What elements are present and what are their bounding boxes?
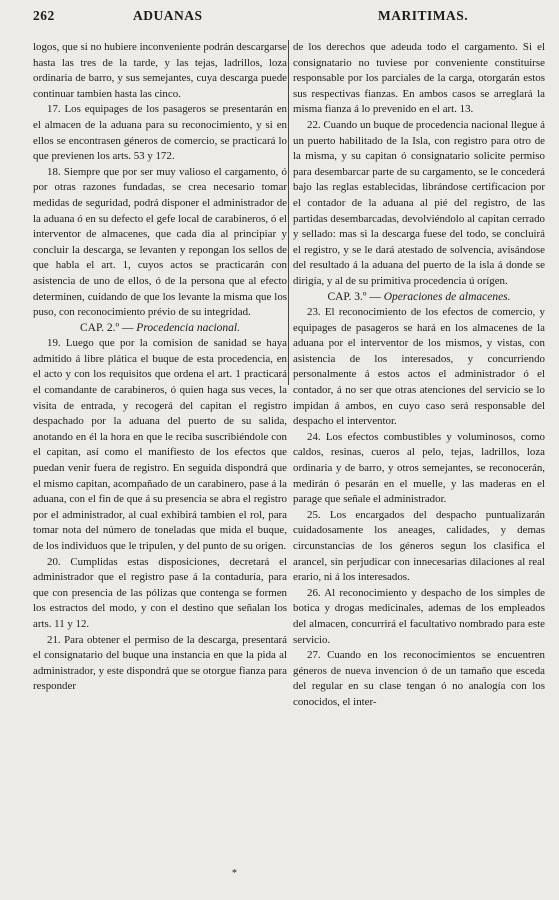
chapter-heading-2 [33, 321, 287, 337]
paragraph: 27. Cuando en los reconocimientos se encuentren géneros de nueva invencion ó de un tamaño que esceda del regular en su clase tengan ó no analogía con los conocidos, el inter- [293, 649, 545, 708]
paragraph: 22. Cuando un buque de procedencia nacional llegue á un puerto habilitado de la Isla, con registro para otro de la misma, y su capitan ó consignatario solicite permiso para desembarcar parte de su cargamento, se le concederá bajo las reglas establecidas, librándose certificacion por el contador de la aduana al pié del registro, de las partidas desembarcadas, devolviéndolo al capitan cerrado y sellado: mas si la descarga fuese del todo, se concluirá el registro, y se le dará atestado de solvencia, avisándose del resultado á la aduana del puerto de la isla á donde se dirigía, y al de su primitiva procedencia ú orígen. [293, 118, 545, 287]
paragraph: 19. Luego que por la comision de sanidad se haya admitido á libre plática el buque de esta procedencia, en el acto y con los requisitos que ordena el art. 1 practicará el comandante de carabineros, ó quien haga sus veces, la visita de entrada, y recogerá del capitan el registro despachado por la aduana del puerto de su salida, anotando en él la hora en que le reciba suscribiéndole con el capitan, así como el manifiesto de los efectos que puedan venir fuera de registro. En seguida dispondrá que el mismo capitan, acompañado de un carabinero, pase á la aduana, con el fin de que á su presencia se abra el registro por el administrador, al cual exhibirá tambien el rol, para tomar nota del número de toneladas que mida el buque, de los individuos que le tripulen, y del punto de su origen. [33, 337, 287, 552]
left-column [33, 40, 287, 695]
paragraph: 25. Los encargados del despacho puntualizarán cuidadosamente los aneages, calidades, y demas circunstancias de los géneros segun los clasifica el arancel, sin perjudicar con innecesarias dilaciones al real erario, ni á los interesados. [293, 508, 545, 584]
footer-mark: * [232, 868, 237, 879]
chapter-heading-3 [293, 290, 545, 306]
chapter-number: CAP. 2.º — [80, 321, 134, 334]
chapter-number: CAP. 3.º — [327, 290, 381, 303]
chapter-title: Operaciones de almacenes. [383, 290, 511, 303]
paragraph: 24. Los efectos combustibles y voluminosos, como caldos, resinas, cueros al pelo, tejas, ladrillos, loza ordinaria y de barro, y otros semejantes, se reconocerán, medirán ó pesarán en el muelle, y las maderas en el parage que señale el administrador. [293, 430, 545, 506]
page-header [33, 8, 543, 28]
paragraph: 26. Al reconocimiento y despacho de los simples de botica y drogas medicinales, ademas de los empleados del almacen, concurrirá el facultativo nombrado para este servicio. [293, 586, 545, 646]
running-title-left: ADUANAS [133, 8, 203, 23]
page-number: 262 [33, 8, 55, 23]
paragraph: 20. Cumplidas estas disposiciones, decretará el administrador que el registro pase á la contaduría, para que con presencia de las pólizas que contenga se formen los estractos del modo, y con el destino que señalan los arts. 11 y 12. [33, 555, 287, 630]
paragraph: 17. Los equipages de los pasageros se presentarán en el almacen de la aduana para su reconocimiento, y si en ellos se encontrasen géneros de comercio, se practicará lo que previenen los arts. 53 y 172. [33, 103, 287, 163]
paragraph: de los derechos que adeuda todo el cargamento. Si el consignatario no tuviese por conveniente constituirse responsable por los parciales de la carga, otorgarán estos sus respectivas fianzas. En ambos casos se arreglará la misma fianza á lo prevenido en el art. 13. [293, 41, 545, 116]
chapter-title: Procedencia nacional. [136, 321, 240, 334]
paragraph: 21. Para obtener el permiso de la descarga, presentará el consignatario del buque una instancia en que la pida al administrador, y este dispondrá que se otorgue fianza para responder [33, 633, 287, 693]
running-title-right: MARITIMAS. [378, 8, 469, 23]
paragraph: 23. El reconocimiento de los efectos de comercio, y equipages de pasageros se hará en los almacenes de la aduana por el interventor de los mismos, y vistas, con asistencia de los interesados, y concurriendo personalmente á estos actos el administrador ó el contador, á no ser que otras atenciones del servicio se lo impidan á ambos, en cuyo caso será responsable del despacho el interventor. [293, 306, 545, 428]
right-column [293, 40, 545, 711]
paragraph: logos, que si no hubiere inconveniente podrán descargarse hasta las tres de la tarde, y las tejas, ladrillos, loza ordinaria de barro, y sus semejantes, cuya descarga puede continuar tambien hasta las cinco. [33, 41, 287, 100]
paragraph: 18. Siempre que por ser muy valioso el cargamento, ó por otras razones fundadas, se crea necesario tomar medidas de seguridad, podrá disponer el administrador de la aduana ó en su defecto el gefe local de carabineros, ó el interventor de almacenes, que cada dia al principiar y concluir la descarga, se levanten y repongan los sellos de que habla el art. 1, cuyos actos se practicarán con asistencia de uno de ellos, ó de la persona que al efecto determinen, cuidando de que los levante la misma que los puso, con reconocimiento prévio de su integridad. [33, 165, 287, 319]
